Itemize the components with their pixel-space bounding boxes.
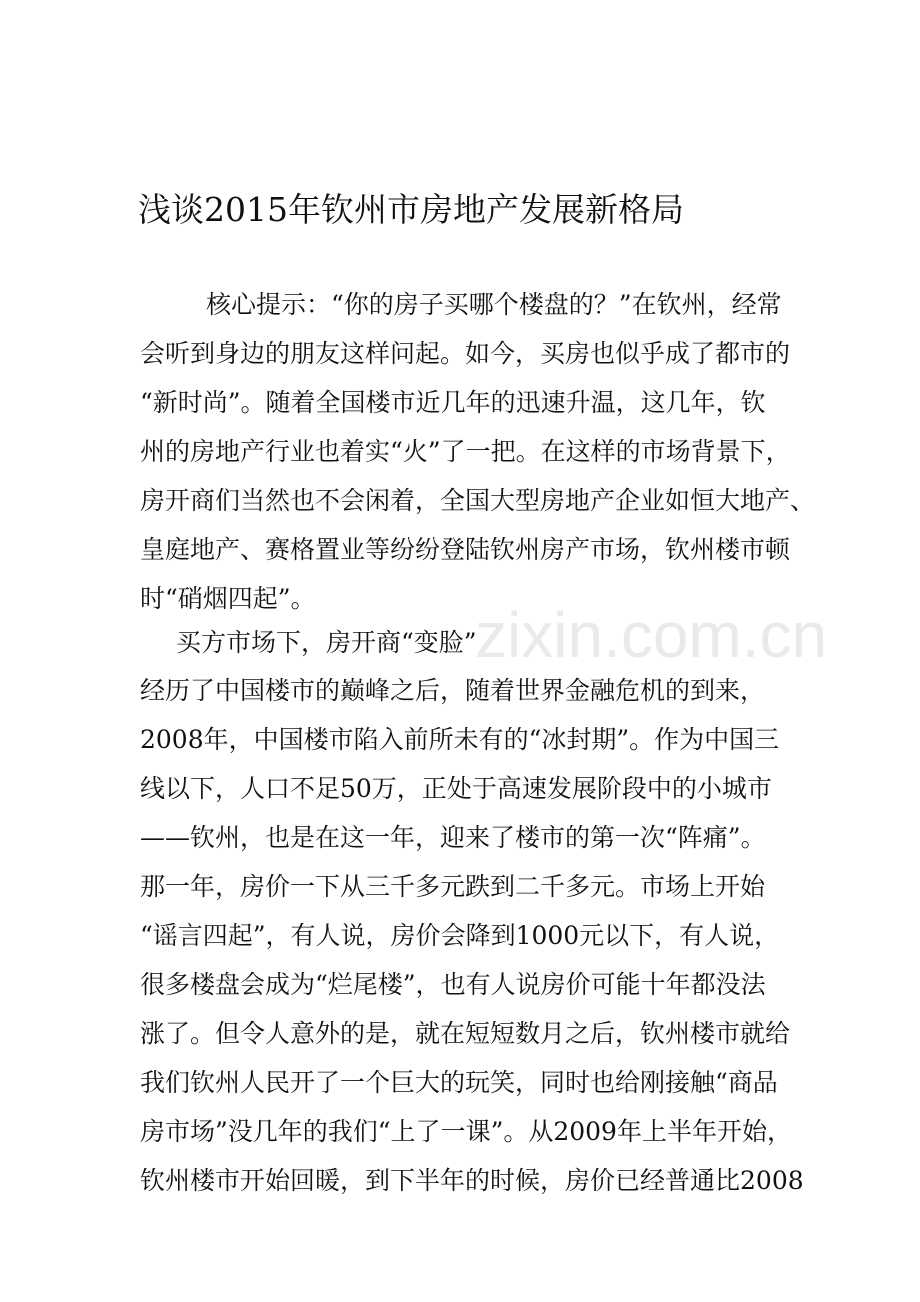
paragraph-line: 时“硝烟四起”。 (140, 584, 316, 613)
paragraph-line: 线以下，人口不足50万，正处于高速发展阶段中的小城市 (140, 774, 772, 803)
paragraph-line: 那一年，房价一下从三千多元跌到二千多元。市场上开始 (140, 872, 766, 901)
paragraph-line: 房开商们当然也不会闲着，全国大型房地产企业如恒大地产、 (140, 486, 816, 515)
paragraph-line: 房市场”没几年的我们“上了一课”。从2009年上半年开始， (140, 1117, 792, 1146)
paragraph-line: 州的房地产行业也着实“火”了一把。在这样的市场背景下， (140, 437, 791, 466)
paragraph-line: 很多楼盘会成为“烂尾楼”，也有人说房价可能十年都没法 (140, 970, 766, 999)
paragraph-line: ——钦州，也是在这一年，迎来了楼市的第一次“阵痛”。 (140, 823, 766, 852)
paragraph-line: “新时尚”。随着全国楼市近几年的迅速升温，这几年，钦 (140, 388, 766, 417)
paragraph-line: 会听到身边的朋友这样问起。如今，买房也似乎成了都市的 (140, 339, 791, 368)
section-heading: 买方市场下，房开商“变脸” (176, 628, 477, 657)
paragraph-line: 我们钦州人民开了一个巨大的玩笑，同时也给刚接触“商品 (140, 1068, 778, 1097)
paragraph-line: 皇庭地产、赛格置业等纷纷登陆钦州房产市场，钦州楼市顿 (140, 535, 791, 564)
document-title: 浅谈2015年钦州市房地产发展新格局 (138, 190, 684, 229)
paragraph-line: 钦州楼市开始回暖，到下半年的时候，房价已经普通比2008 (140, 1166, 804, 1195)
paragraph-line: 2008年，中国楼市陷入前所未有的“冰封期”。作为中国三 (140, 725, 780, 754)
paragraph-line: “谣言四起”，有人说，房价会降到1000元以下，有人说， (140, 921, 780, 950)
paragraph-line: 涨了。但令人意外的是，就在短短数月之后，钦州楼市就给 (140, 1019, 791, 1048)
paragraph-line: 核心提示：“你的房子买哪个楼盘的？”在钦州，经常 (206, 290, 782, 319)
watermark-text: zixin.com.cn (475, 599, 828, 671)
paragraph-line: 经历了中国楼市的巅峰之后，随着世界金融危机的到来， (140, 676, 766, 705)
